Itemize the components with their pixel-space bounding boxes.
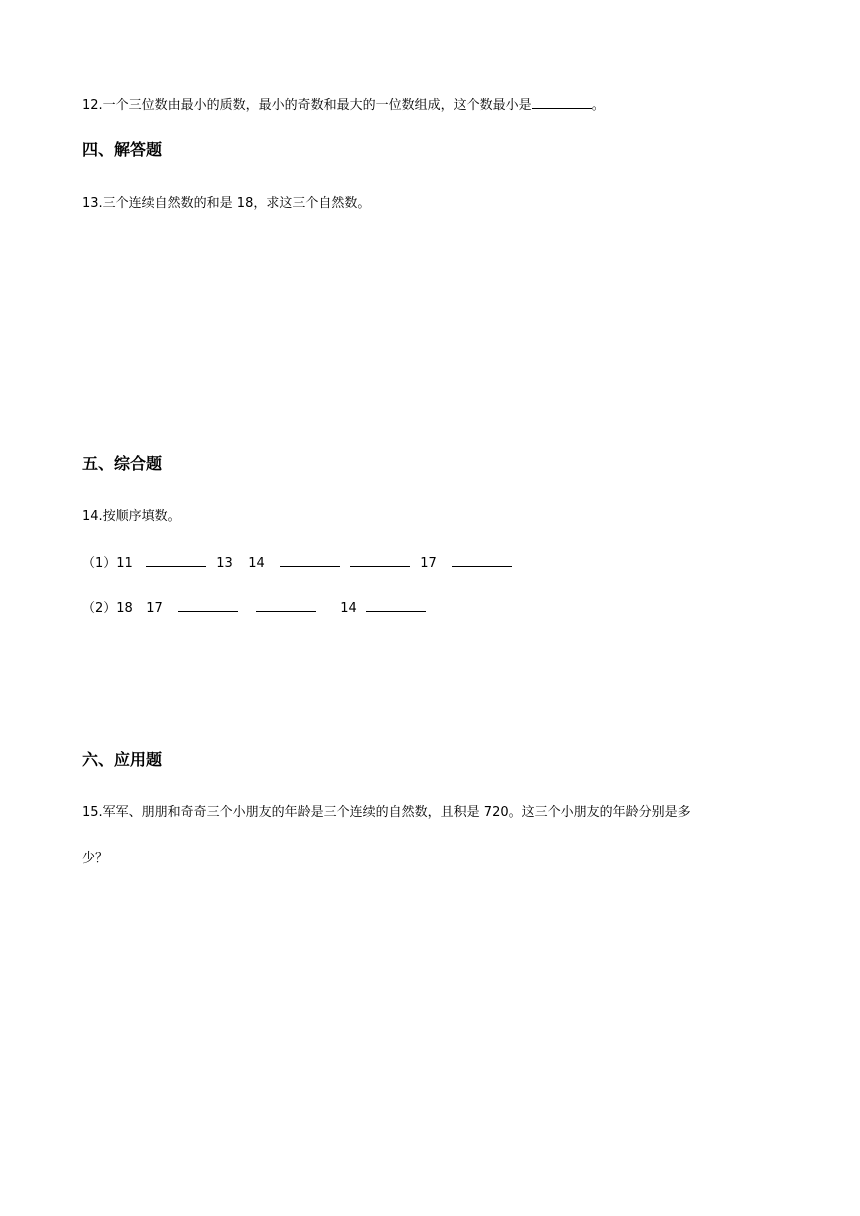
sequence-value: 17 [420, 556, 437, 571]
question-12 [82, 96, 605, 115]
question-15-line-2: 少？ [82, 851, 109, 866]
question-14-prompt: 14.按顺序填数。 [82, 509, 181, 524]
row-label: （1） [82, 556, 117, 571]
question-13: 13.三个连续自然数的和是 18，求这三个自然数。 [82, 196, 371, 211]
section-5-title: 五、综合题 [82, 454, 163, 473]
question-12-text: 12.一个三位数由最小的质数，最小的奇数和最大的一位数组成，这个数最小是 [82, 98, 532, 113]
sequence-value: 14 [248, 556, 265, 571]
sequence-row-1 [82, 554, 512, 573]
answer-blank[interactable] [532, 96, 592, 109]
section-4-title: 四、解答题 [82, 140, 163, 159]
question-15-line-1: 15.军军、朋朋和奇奇三个小朋友的年龄是三个连续的自然数，且积是 720。这三个小朋友的年龄分别是多 [82, 805, 691, 820]
answer-blank[interactable] [178, 599, 238, 612]
answer-blank[interactable] [256, 599, 316, 612]
answer-blank[interactable] [280, 554, 340, 567]
answer-blank[interactable] [366, 599, 426, 612]
sequence-value: 14 [340, 601, 357, 616]
sequence-value: 13 [216, 556, 233, 571]
sequence-row-2 [82, 599, 426, 618]
answer-blank[interactable] [146, 554, 206, 567]
sequence-value: 11 [116, 556, 133, 571]
question-12-end: 。 [591, 98, 605, 113]
answer-blank[interactable] [350, 554, 410, 567]
answer-blank[interactable] [452, 554, 512, 567]
sequence-value: 18 [116, 601, 133, 616]
row-label: （2） [82, 601, 117, 616]
section-6-title: 六、应用题 [82, 750, 163, 769]
sequence-value: 17 [146, 601, 163, 616]
